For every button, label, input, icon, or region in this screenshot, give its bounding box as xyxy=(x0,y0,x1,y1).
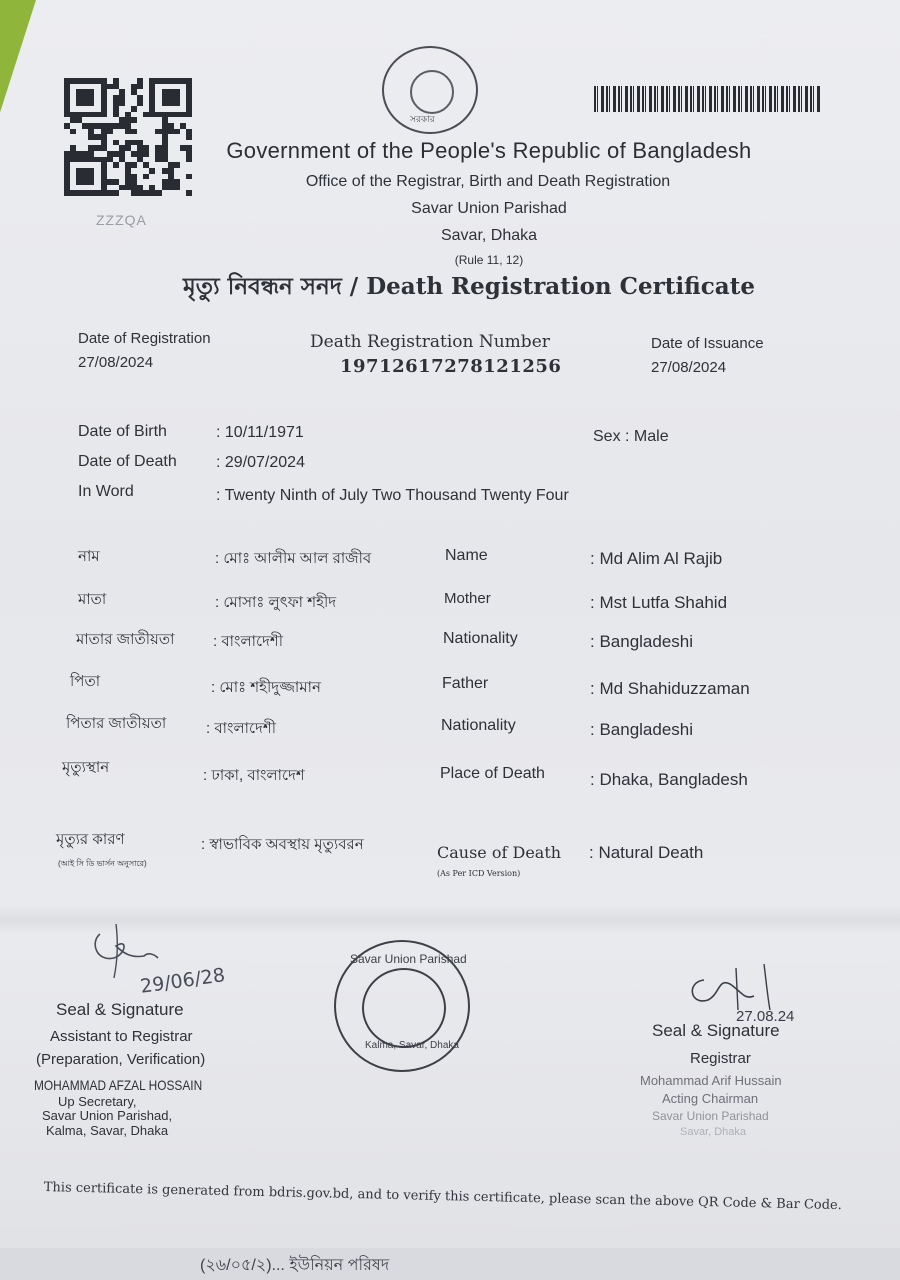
dod-value: : 29/07/2024 xyxy=(216,454,305,471)
inword-label: In Word xyxy=(78,483,134,500)
date-of-issuance-label: Date of Issuance xyxy=(651,335,764,352)
bn-value-name: : মোঃ আলীম আল রাজীব xyxy=(215,550,372,567)
en-label-father-nationality: Nationality xyxy=(441,717,516,734)
left-role-note: (Preparation, Verification) xyxy=(36,1051,206,1068)
left-stamp-address: Kalma, Savar, Dhaka xyxy=(46,1123,169,1138)
bn-label-cause-of-death: মৃত্যুর কারণ xyxy=(56,831,125,848)
right-stamp-title: Acting Chairman xyxy=(662,1091,759,1106)
dob-label: Date of Birth xyxy=(78,423,167,440)
en-label-mother: Mother xyxy=(444,590,491,607)
bn-label-father-nationality: পিতার জাতীয়তা xyxy=(66,715,167,732)
left-stamp-title: Up Secretary, xyxy=(58,1094,137,1109)
en-label-father: Father xyxy=(442,675,489,692)
bn-value-place-of-death: : ঢাকা, বাংলাদেশ xyxy=(203,767,305,784)
bn-label-mother: মাতা xyxy=(78,591,107,608)
bn-icd-note: (আই সি ডি ভার্সন অনুসারে) xyxy=(58,859,147,868)
bn-value-father-nationality: : বাংলাদেশী xyxy=(206,720,277,737)
seal-text-bottom: Kalma, Savar, Dhaka xyxy=(365,1040,459,1051)
sex-value: Sex : Male xyxy=(593,428,669,445)
right-stamp-name: Mohammad Arif Hussain xyxy=(640,1073,782,1088)
union-parishad: Savar Union Parishad xyxy=(411,200,567,217)
en-icd-note: (As Per ICD Version) xyxy=(437,869,521,878)
underlying-text: (২৬/০৫/২)... ইউনিয়ন পরিষদ xyxy=(200,1257,390,1274)
location: Savar, Dhaka xyxy=(440,227,538,244)
date-of-issuance: 27/08/2024 xyxy=(651,359,727,376)
en-value-mother: : Mst Lutfa Shahid xyxy=(590,593,728,612)
bn-label-name: নাম xyxy=(78,548,100,565)
left-stamp-name: MOHAMMAD AFZAL HOSSAIN xyxy=(34,1077,203,1093)
dod-label: Date of Death xyxy=(78,453,177,470)
date-of-registration-label: Date of Registration xyxy=(78,330,211,347)
inword-value: : Twenty Ninth of July Two Thousand Twenty Four xyxy=(216,487,569,504)
left-seal-signature: Seal & Signature xyxy=(56,1000,184,1019)
registration-number-label: Death Registration Number xyxy=(310,332,550,352)
right-role: Registrar xyxy=(690,1050,751,1067)
emblem-text: সরকার xyxy=(410,114,435,124)
verification-note: This certificate is generated from bdris.gov.bd, and to verify this certificate, please scan the above QR Code & Bar Code. xyxy=(43,1180,842,1214)
bn-label-mother-nationality: মাতার জাতীয়তা xyxy=(76,631,175,648)
seal-text-top: Savar Union Parishad xyxy=(350,952,467,966)
en-label-mother-nationality: Nationality xyxy=(443,630,518,647)
office-title: Office of the Registrar, Birth and Death Registration xyxy=(305,173,671,190)
right-stamp-address: Savar, Dhaka xyxy=(680,1126,747,1138)
en-value-father-nationality: : Bangladeshi xyxy=(590,720,694,739)
en-value-father: : Md Shahiduzzaman xyxy=(590,679,750,698)
en-label-cause-of-death: Cause of Death xyxy=(437,843,562,862)
qr-module xyxy=(186,190,192,196)
barcode[interactable] xyxy=(594,86,820,112)
rule-reference: (Rule 11, 12) xyxy=(454,253,524,267)
en-value-place-of-death: : Dhaka, Bangladesh xyxy=(590,770,748,789)
bn-label-place-of-death: মৃত্যুস্থান xyxy=(62,759,110,776)
assistant-handwritten-date: 29/06/28 xyxy=(138,964,227,998)
government-title: Government of the People's Republic of Bangladesh xyxy=(226,138,752,163)
bn-value-father: : মোঃ শহীদুজ্জামান xyxy=(211,679,321,696)
en-label-name: Name xyxy=(445,547,488,564)
bn-label-father: পিতা xyxy=(70,673,101,690)
bn-value-mother-nationality: : বাংলাদেশী xyxy=(213,633,284,650)
registrar-handwritten-date: 27.08.24 xyxy=(736,1008,795,1025)
right-seal-signature: Seal & Signature xyxy=(652,1021,780,1040)
underlying-paper xyxy=(0,1248,900,1280)
left-stamp-office: Savar Union Parishad, xyxy=(42,1108,173,1123)
date-of-registration: 27/08/2024 xyxy=(78,354,154,371)
en-value-mother-nationality: : Bangladeshi xyxy=(590,632,694,651)
qr-code-text: ZZZQA xyxy=(96,212,147,228)
dob-value: : 10/11/1971 xyxy=(216,424,304,441)
certificate-title: মৃত্যু নিবন্ধন সনদ / Death Registration Certificate xyxy=(183,273,755,300)
right-stamp-office: Savar Union Parishad xyxy=(652,1109,769,1123)
left-role: Assistant to Registrar xyxy=(50,1028,193,1045)
bn-value-cause-of-death: : স্বাভাবিক অবস্থায় মৃত্যুবরন xyxy=(201,836,364,853)
registration-number: 19712617278121256 xyxy=(340,356,562,377)
en-value-name: : Md Alim Al Rajib xyxy=(590,549,723,568)
en-label-place-of-death: Place of Death xyxy=(440,765,545,782)
bn-value-mother: : মোসাঃ লুৎফা শহীদ xyxy=(215,594,337,611)
en-value-cause-of-death: : Natural Death xyxy=(589,843,704,862)
